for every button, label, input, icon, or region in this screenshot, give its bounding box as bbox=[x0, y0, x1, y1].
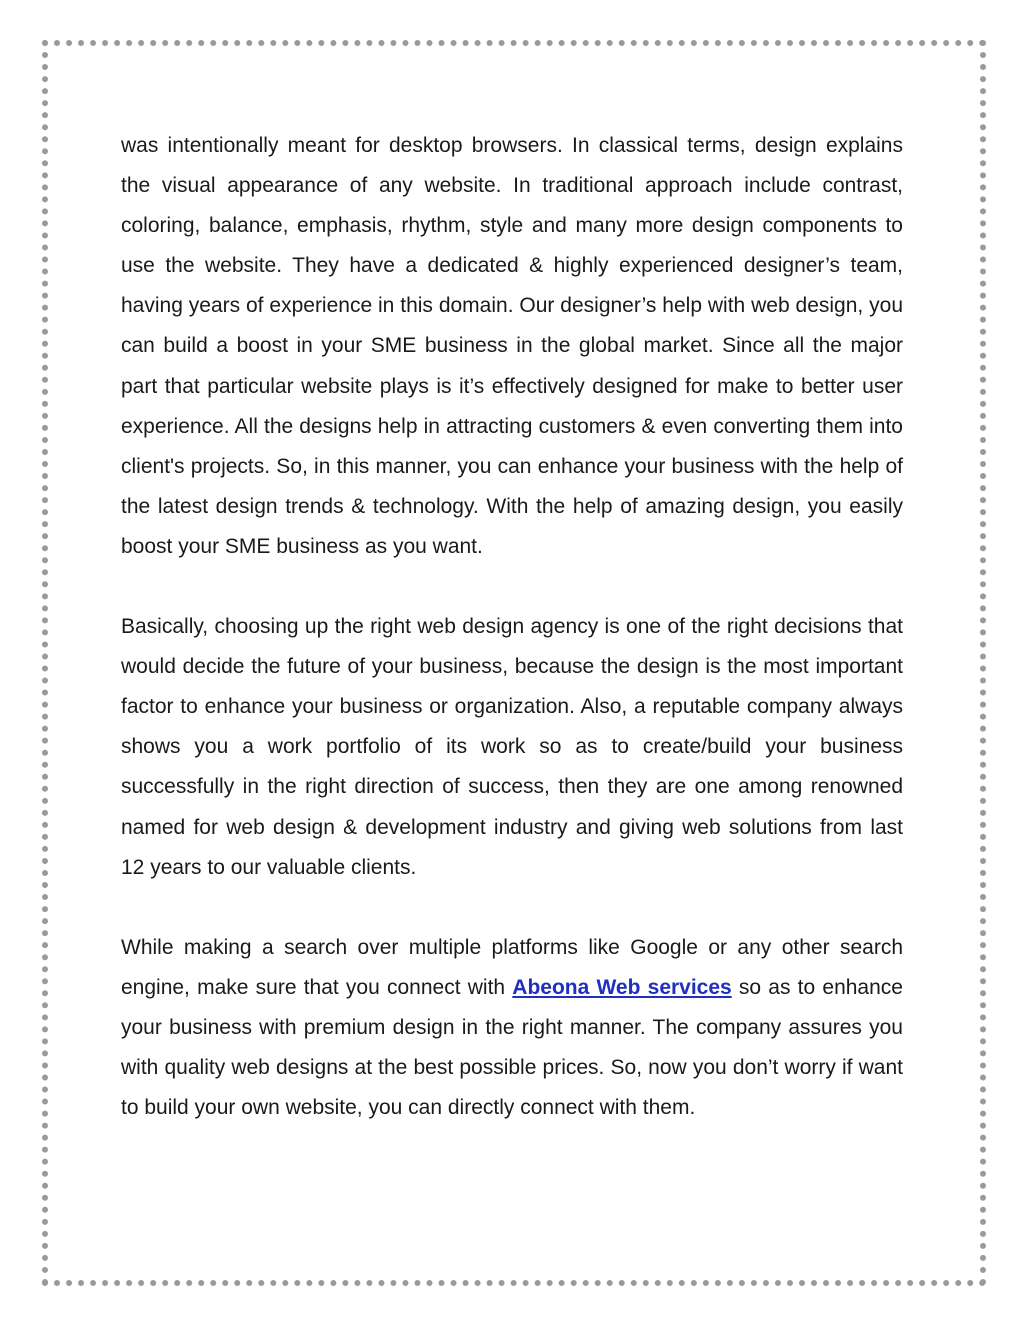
paragraph-search-text-after: so as to enhance your business with premium design in the right manner. The company assures you with quality web designs at the best possible prices. So, now you don’t worry if want to build your own website, you can directly connect with them. bbox=[121, 975, 903, 1120]
paragraph-choosing-agency: Basically, choosing up the right web design agency is one of the right decisions that would decide the future of your business, because the design is the most important factor to enhance your business or organization. Also, a reputable company always shows you a work portfolio of its work so as to create/build your business successfully in the right direction of success, then they are one among renowned named for web design & development industry and giving web solutions from last 12 years to our valuable clients. bbox=[121, 615, 903, 879]
document-body bbox=[121, 126, 903, 1128]
paragraph-search-platforms bbox=[121, 928, 903, 1128]
paragraph-search-text-before: While making a search over multiple platforms like Google or any other search engine, make sure that you connect with bbox=[121, 935, 903, 999]
abeona-web-services-link[interactable]: Abeona Web services bbox=[512, 975, 732, 999]
paragraph-design-explanation: was intentionally meant for desktop browsers. In classical terms, design explains the visual appearance of any website. In traditional approach include contrast, coloring, balance, emphasis, rhythm, style and many more design components to use the website. They have a dedicated & highly experienced designer’s team, having years of experience in this domain. Our designer’s help with web design, you can build a boost in your SME business in the global market. Since all the major part that particular website plays is it’s effectively designed for make to better user experience. All the designs help in attracting customers & even converting them into client's projects. So, in this manner, you can enhance your business with the help of the latest design trends & technology. With the help of amazing design, you easily boost your SME business as you want. bbox=[121, 134, 903, 558]
